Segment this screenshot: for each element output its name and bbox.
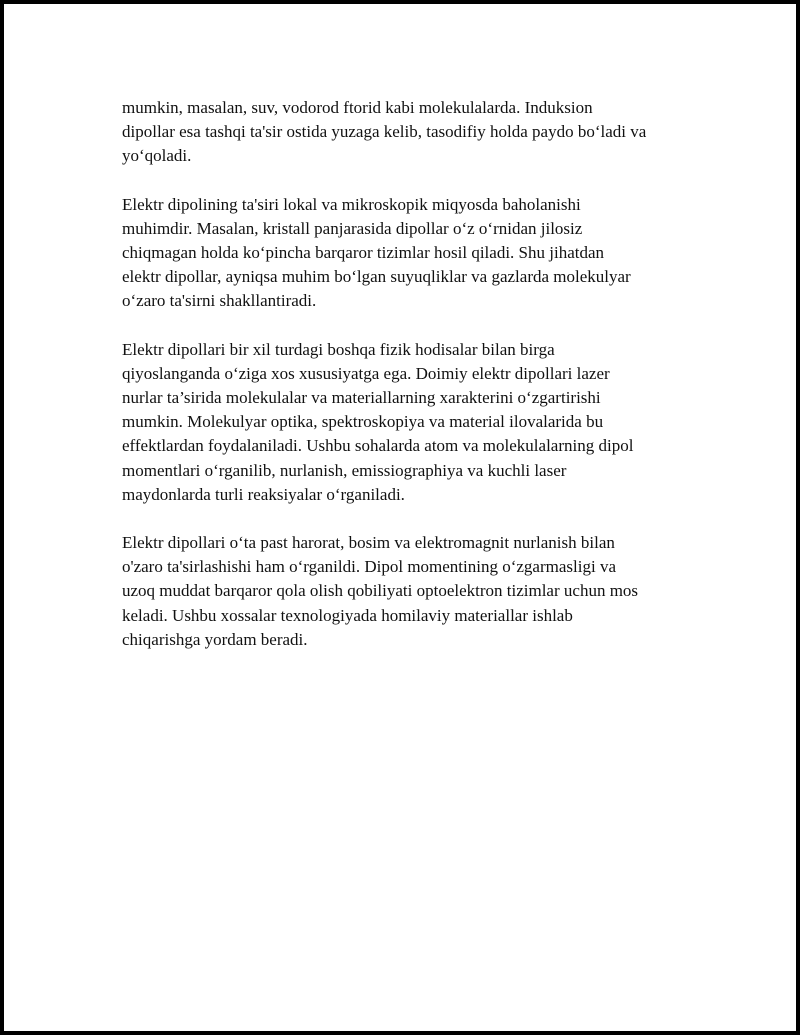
text-line: qiyoslanganda o‘ziga xos xususiyatga ega. Doimiy elektr dipollari lazer <box>122 363 610 383</box>
text-line: maydonlarda turli reaksiyalar o‘rganiladi. <box>122 484 405 504</box>
paragraph-3 <box>122 338 697 507</box>
text-line: yo‘qoladi. <box>122 146 192 166</box>
text-line: momentlari o‘rganilib, nurlanish, emissiographiya va kuchli laser <box>122 460 567 480</box>
text-line: Elektr dipollari o‘ta past harorat, bosim va elektromagnit nurlanish bilan <box>122 533 615 553</box>
text-line: chiqarishga yordam beradi. <box>122 629 308 649</box>
text-line: muhimdir. Masalan, kristall panjarasida dipollar o‘z o‘rnidan jilosiz <box>122 218 583 238</box>
document-body <box>122 96 697 676</box>
paragraph-2 <box>122 193 697 314</box>
text-line: chiqmagan holda ko‘pincha barqaror tizimlar hosil qiladi. Shu jihatdan <box>122 243 605 263</box>
text-line: nurlar ta’sirida molekulalar va materiallarning xarakterini o‘zgartirishi <box>122 388 601 408</box>
text-line: keladi. Ushbu xossalar texnologiyada homilaviy materiallar ishlab <box>122 605 573 625</box>
text-line: uzoq muddat barqaror qola olish qobiliyati optoelektron tizimlar uchun mos <box>122 581 639 601</box>
text-line: effektlardan foydalaniladi. Ushbu sohalarda atom va molekulalarning dipol <box>122 436 634 456</box>
text-line: dipollar esa tashqi ta'sir ostida yuzaga kelib, tasodifiy holda paydo bo‘ladi va <box>122 122 647 142</box>
text-line: Elektr dipolining ta'siri lokal va mikroskopik miqyosda baholanishi <box>122 194 581 214</box>
text-line: mumkin, masalan, suv, vodorod ftorid kabi molekulalarda. Induksion <box>122 98 593 117</box>
paragraph-1 <box>122 96 697 169</box>
text-line: o'zaro ta'sirlashishi ham o‘rganildi. Dipol momentining o‘zgarmasligi va <box>122 557 616 577</box>
paragraph-4 <box>122 531 697 652</box>
text-line: o‘zaro ta'sirni shakllantiradi. <box>122 291 317 311</box>
text-line: mumkin. Molekulyar optika, spektroskopiya va material ilovalarida bu <box>122 412 604 432</box>
text-line: Elektr dipollari bir xil turdagi boshqa fizik hodisalar bilan birga <box>122 339 555 359</box>
text-line: elektr dipollar, ayniqsa muhim bo‘lgan suyuqliklar va gazlarda molekulyar <box>122 267 631 287</box>
